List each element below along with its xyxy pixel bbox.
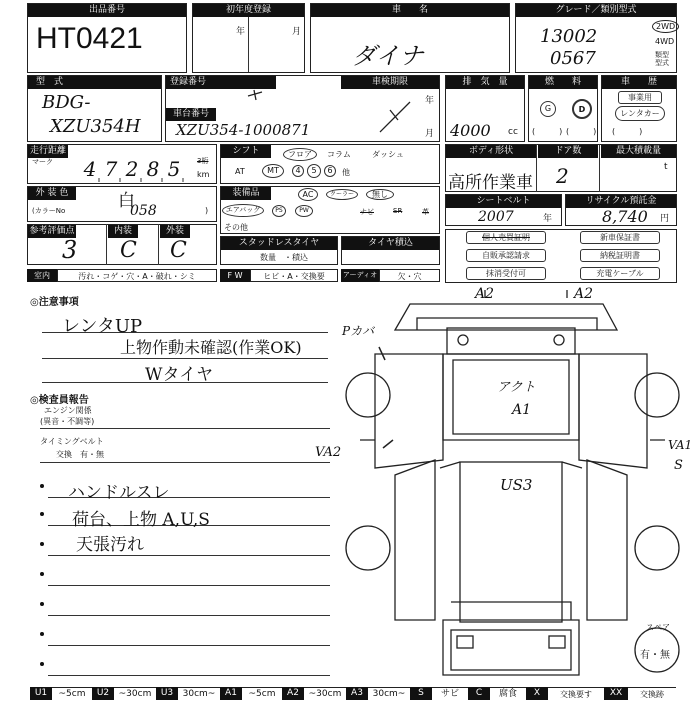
shift-column: コラム [327,150,351,159]
shift-6: 6 [324,165,336,177]
notes-line3: Wタイヤ [145,365,214,385]
notes-line1: レンタUP [62,316,143,337]
mileage-mark-label: マーク [32,158,53,166]
history-rental: レンタカー [615,106,665,121]
shift-5: 5 [307,164,321,178]
engine-sub: (異音・不調等) [40,417,95,426]
seatbelt-value: 2007 [478,209,514,225]
score-header-interior: 内装 [108,225,138,238]
first-reg-header: 初年度登録 [193,4,304,17]
seatbelt-unit: 年 [543,214,553,224]
legend-desc: ~5cm [242,687,282,700]
interior-label: 室内 [27,269,57,282]
report-bullet [40,572,44,576]
fuel-g: G [540,101,556,117]
mileage-unit: km [197,170,210,179]
color-code-value: 058 [130,203,157,219]
equip-airbag: エアバッグ [222,204,264,217]
body-divider-2 [599,144,600,192]
history-jigyoyo: 事業用 [618,91,662,104]
color-value: 白 [118,191,135,211]
reg-header: 登録番号 [166,76,276,89]
diagram-right-s: S [674,458,683,473]
diagram-a2-left: A2 [475,286,495,302]
report-bullet [40,632,44,636]
studless-opt1: 数量 [260,253,276,262]
doc-charge-cable: 充電ケーブル [580,267,660,280]
legend-code: U3 [156,687,178,700]
report-line1: ハンドルスレ [68,483,170,503]
score-interior: C [120,238,137,263]
equip-none: 無し [366,189,394,200]
inspection-month-unit: 月 [425,129,435,139]
timing-label: タイミングベルト [40,437,104,446]
notes-header: ◎注意事項 [30,297,79,308]
legend-code: A1 [220,687,242,700]
mileage-digit: 8 [146,157,160,181]
legend-desc: 30cm~ [368,687,410,700]
doc-deregistration: 抹消受付可 [466,267,546,280]
chassis-value: XZU354-1000871 [176,121,311,139]
report-rule [48,555,330,556]
legend-code: XX [604,687,628,700]
equipment-header: 装備品 [221,187,271,200]
legend-code: C [468,687,490,700]
fw-items: ヒビ・A・交換要 [250,269,338,282]
color-code-close: ) [205,206,209,215]
model-line2: XZU354H [50,116,141,137]
shift-at: AT [235,167,245,176]
diagram-center: US3 [500,476,533,494]
doors-value: 2 [556,164,569,188]
diagram-va1: VA1 [668,438,693,452]
score-total: 3 [62,236,78,264]
grade-header: グレード／類別型式 [516,4,676,17]
capacity-unit: t [664,162,668,172]
aerial-items: 欠・穴 [379,269,440,282]
legend-desc: ~30cm [304,687,346,700]
score-exterior: C [170,238,187,263]
diagram-pillar: Pカバ [342,324,375,338]
equip-leather: 革 [422,208,429,216]
equip-ac: AC [298,188,318,201]
legend-desc: 交換要す [548,687,604,700]
mileage-digit: 5 [167,157,181,181]
interior-items: 汚れ・コゲ・穴・A・破れ・シミ [57,269,217,282]
doc-personal-sale: 個人売買証明 [466,231,546,244]
aerial-label: アーディオ [341,269,379,282]
mileage-dividers [78,158,198,183]
report-rule [48,615,330,616]
car-name-header: 車 名 [311,4,509,17]
diagram-rear-a1: A1 [512,402,532,418]
color-header: 外 装 色 [28,187,76,200]
legend-desc: 交換跡 [628,687,676,700]
report-line2: 荷台、上物 A,U,S [72,510,210,530]
score-divider-2 [158,224,159,265]
equip-pw: PW [295,205,313,217]
recycle-value: 8,740 [602,207,648,226]
lot-header: 出品番号 [28,4,186,17]
first-reg-divider [248,17,249,72]
seatbelt-header: シートベルト [446,195,561,208]
mileage-side-label: 3桁 [197,157,209,165]
legend-code: S [410,687,432,700]
engine-label: エンジン関係 [44,406,92,415]
legend-code: A3 [346,687,368,700]
equip-sr: SR [393,207,403,215]
score-divider-1 [106,224,107,265]
report-bullet [40,662,44,666]
spare-options: 有・無 [640,650,670,661]
timing-sub: 交換 有・無 [56,450,104,459]
recycle-header: リサイクル預託金 [566,195,676,208]
shift-dash: ダッシュ [372,150,404,159]
report-bullet [40,542,44,546]
legend-code: U2 [92,687,114,700]
doors-header: ドア数 [538,145,598,158]
grade-drive-4wd: 4WD [655,37,675,46]
report-bullet [40,602,44,606]
shift-other: 他 [342,168,350,177]
color-code-label: (カラーNo [32,207,66,215]
grade-sub-label: 類型 型式 [655,51,669,67]
mileage-digit: 2 [125,157,139,181]
report-rule [48,675,330,676]
grade-drive-2wd: 2WD [652,20,679,33]
report-bullet [40,512,44,516]
legend-desc: ~30cm [114,687,156,700]
report-line3: 天張汚れ [76,535,144,555]
score-header-total: 参考評価点 [29,226,75,236]
equip-cooler: クーラー [326,189,358,200]
legend-code: A2 [282,687,304,700]
notes-line2: 上物作動未確認(作業OK) [120,338,302,357]
tire-loaded-header: タイヤ積込 [342,237,439,250]
engine-rule [40,428,330,429]
spare-label: スペア [646,623,670,632]
legend-code: X [526,687,548,700]
doc-tax: 納税証明書 [580,249,660,262]
studless-opt2: 積込 [292,253,308,262]
car-name-value: ダイナ [352,42,424,70]
inspector-header: ◎検査員報告 [30,395,89,406]
fuel-header: 燃 料 [529,76,597,89]
recycle-unit: 円 [660,214,670,224]
reg-strike-marks [230,82,430,142]
score-header-exterior: 外装 [160,225,190,238]
equip-navi: ナビ [360,208,374,216]
first-reg-month-unit: 月 [292,27,302,37]
displacement-unit: cc [508,127,518,137]
shift-mt: MT [262,164,284,178]
grade-line1: 13002 [540,26,598,47]
history-header: 車 歴 [602,76,676,89]
legend-desc: サビ [432,687,468,700]
diagram-a2-right: A2 [574,286,594,302]
lot-number: HT0421 [36,22,143,55]
displacement-value: 4000 [450,121,491,140]
fuel-blank1: ( ) [532,127,563,136]
legend-code: U1 [30,687,52,700]
model-line1: BDG- [42,92,91,113]
report-rule [48,585,330,586]
shift-4: 4 [292,165,304,177]
inspection-header: 車検期限 [341,76,439,89]
diagram-rear: アクト [497,380,536,395]
capacity-header: 最大積載量 [601,145,676,158]
legend-desc: ~5cm [52,687,92,700]
timing-rule [40,462,330,463]
body-header: ボディ形状 [446,145,536,158]
diagram-va2: VA2 [315,445,342,460]
chassis-header: 車台番号 [166,108,216,121]
shift-header: シフト [221,145,271,158]
doc-warranty: 新車保証書 [580,231,660,244]
shift-floor: フロア [283,148,317,161]
doc-approval: 自販承認請求 [466,249,546,262]
inspection-year-unit: 年 [425,96,435,106]
mileage-digit: 4 [83,157,97,181]
equip-ps: PS [272,205,286,217]
mileage-header: 走行距離 [29,146,66,156]
grade-line2: 0567 [550,48,596,69]
displacement-header: 排 気 量 [446,76,524,89]
legend-desc: 腐食 [490,687,526,700]
studless-header: スタッドレスタイヤ [221,237,337,250]
fw-label: F W [220,269,250,282]
body-divider-1 [536,144,537,192]
history-paren: ( ) [612,127,643,136]
legend-desc: 30cm~ [178,687,220,700]
fuel-blank2: ( ) [566,127,597,136]
model-header: 型 式 [28,76,161,89]
fuel-d: D [572,99,592,119]
equip-other: その他 [224,223,248,232]
report-bullet [40,484,44,488]
notes-rule [42,358,328,359]
body-value: 高所作業車 [448,173,533,193]
report-rule [48,645,330,646]
studless-dot: ・ [284,253,292,262]
mileage-digit: 7 [104,157,118,181]
first-reg-year-unit: 年 [236,27,246,37]
